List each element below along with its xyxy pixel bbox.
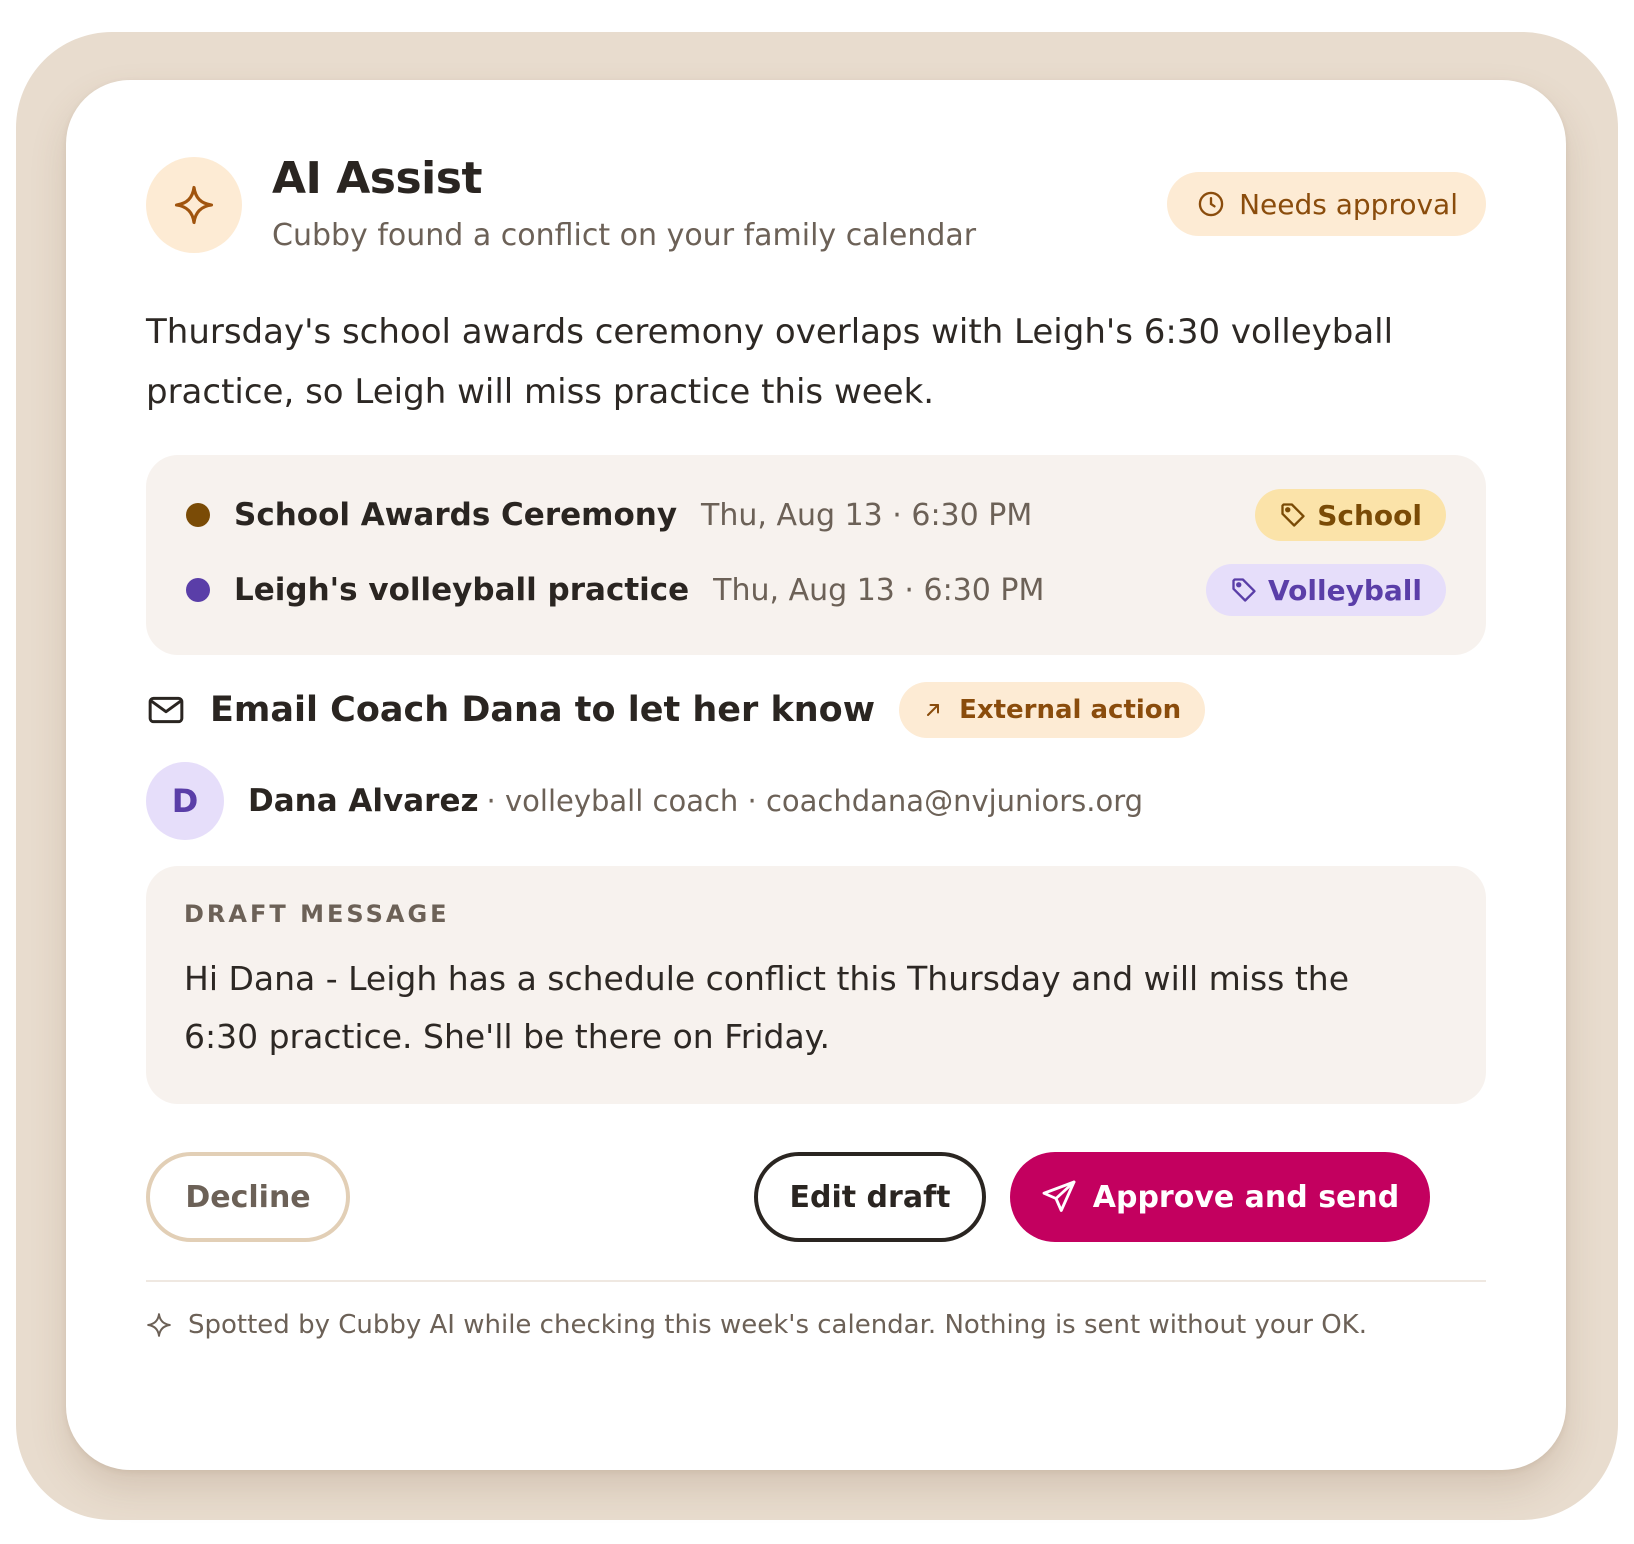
event-time: Thu, Aug 13 · 6:30 PM <box>701 497 1033 533</box>
mail-icon <box>146 690 186 730</box>
event-name: School Awards Ceremony <box>234 497 678 533</box>
tag-icon <box>1279 501 1307 529</box>
sparkle-icon-badge <box>146 157 242 253</box>
approve-and-send-label: Approve and send <box>1092 1179 1400 1215</box>
event-time: Thu, Aug 13 · 6:30 PM <box>713 572 1045 608</box>
footnote <box>146 1310 1367 1340</box>
conflict-event-row <box>186 560 1446 620</box>
volleyball-tag <box>1206 564 1446 616</box>
sparkle-icon <box>173 184 215 226</box>
tag-icon <box>1230 576 1258 604</box>
volleyball-tag-label: Volleyball <box>1268 573 1422 607</box>
decline-button[interactable]: Decline <box>146 1152 350 1242</box>
clock-icon <box>1197 190 1225 218</box>
draft-message-box <box>146 866 1486 1104</box>
external-action-label: External action <box>959 695 1182 725</box>
conflict-summary: Thursday's school awards ceremony overlaps with Leigh's 6:30 volleyball practice, so Leigh will miss practice this week. <box>146 312 1394 412</box>
draft-message-body: Hi Dana - Leigh has a schedule conflict this Thursday and will miss the 6:30 practice. She'll be there on Friday. <box>184 959 1349 1056</box>
footer-divider <box>146 1280 1486 1282</box>
event-name: Leigh's volleyball practice <box>234 572 690 608</box>
school-tag-label: School <box>1317 498 1422 532</box>
card-title: AI Assist <box>272 153 482 204</box>
draft-message-label: DRAFT MESSAGE <box>184 900 450 928</box>
external-action-badge <box>899 682 1205 738</box>
sparkle-icon <box>146 1312 172 1338</box>
avatar: D <box>146 762 224 840</box>
ai-assist-card <box>66 80 1566 1470</box>
school-tag <box>1255 489 1446 541</box>
needs-approval-label: Needs approval <box>1239 187 1458 221</box>
conflict-list <box>146 455 1486 655</box>
card-subtitle: Cubby found a conflict on your family calendar <box>272 218 977 253</box>
action-title: Email Coach Dana to let her know <box>210 690 876 730</box>
edit-draft-button[interactable]: Edit draft <box>754 1152 986 1242</box>
recipient-name: Dana Alvarez <box>248 783 479 819</box>
footnote-text: Spotted by Cubby AI while checking this week's calendar. Nothing is sent without your OK. <box>188 1310 1367 1340</box>
event-color-dot <box>186 578 210 602</box>
suggested-action-header <box>146 680 1205 740</box>
recipient-row <box>146 762 1143 840</box>
needs-approval-badge <box>1167 172 1486 236</box>
arrow-up-right-icon <box>923 700 943 720</box>
send-icon <box>1041 1179 1077 1215</box>
recipient-meta: · volleyball coach · coachdana@nvjuniors.org <box>486 784 1144 818</box>
approve-and-send-button[interactable] <box>1010 1152 1430 1242</box>
conflict-event-row <box>186 485 1446 545</box>
event-color-dot <box>186 503 210 527</box>
